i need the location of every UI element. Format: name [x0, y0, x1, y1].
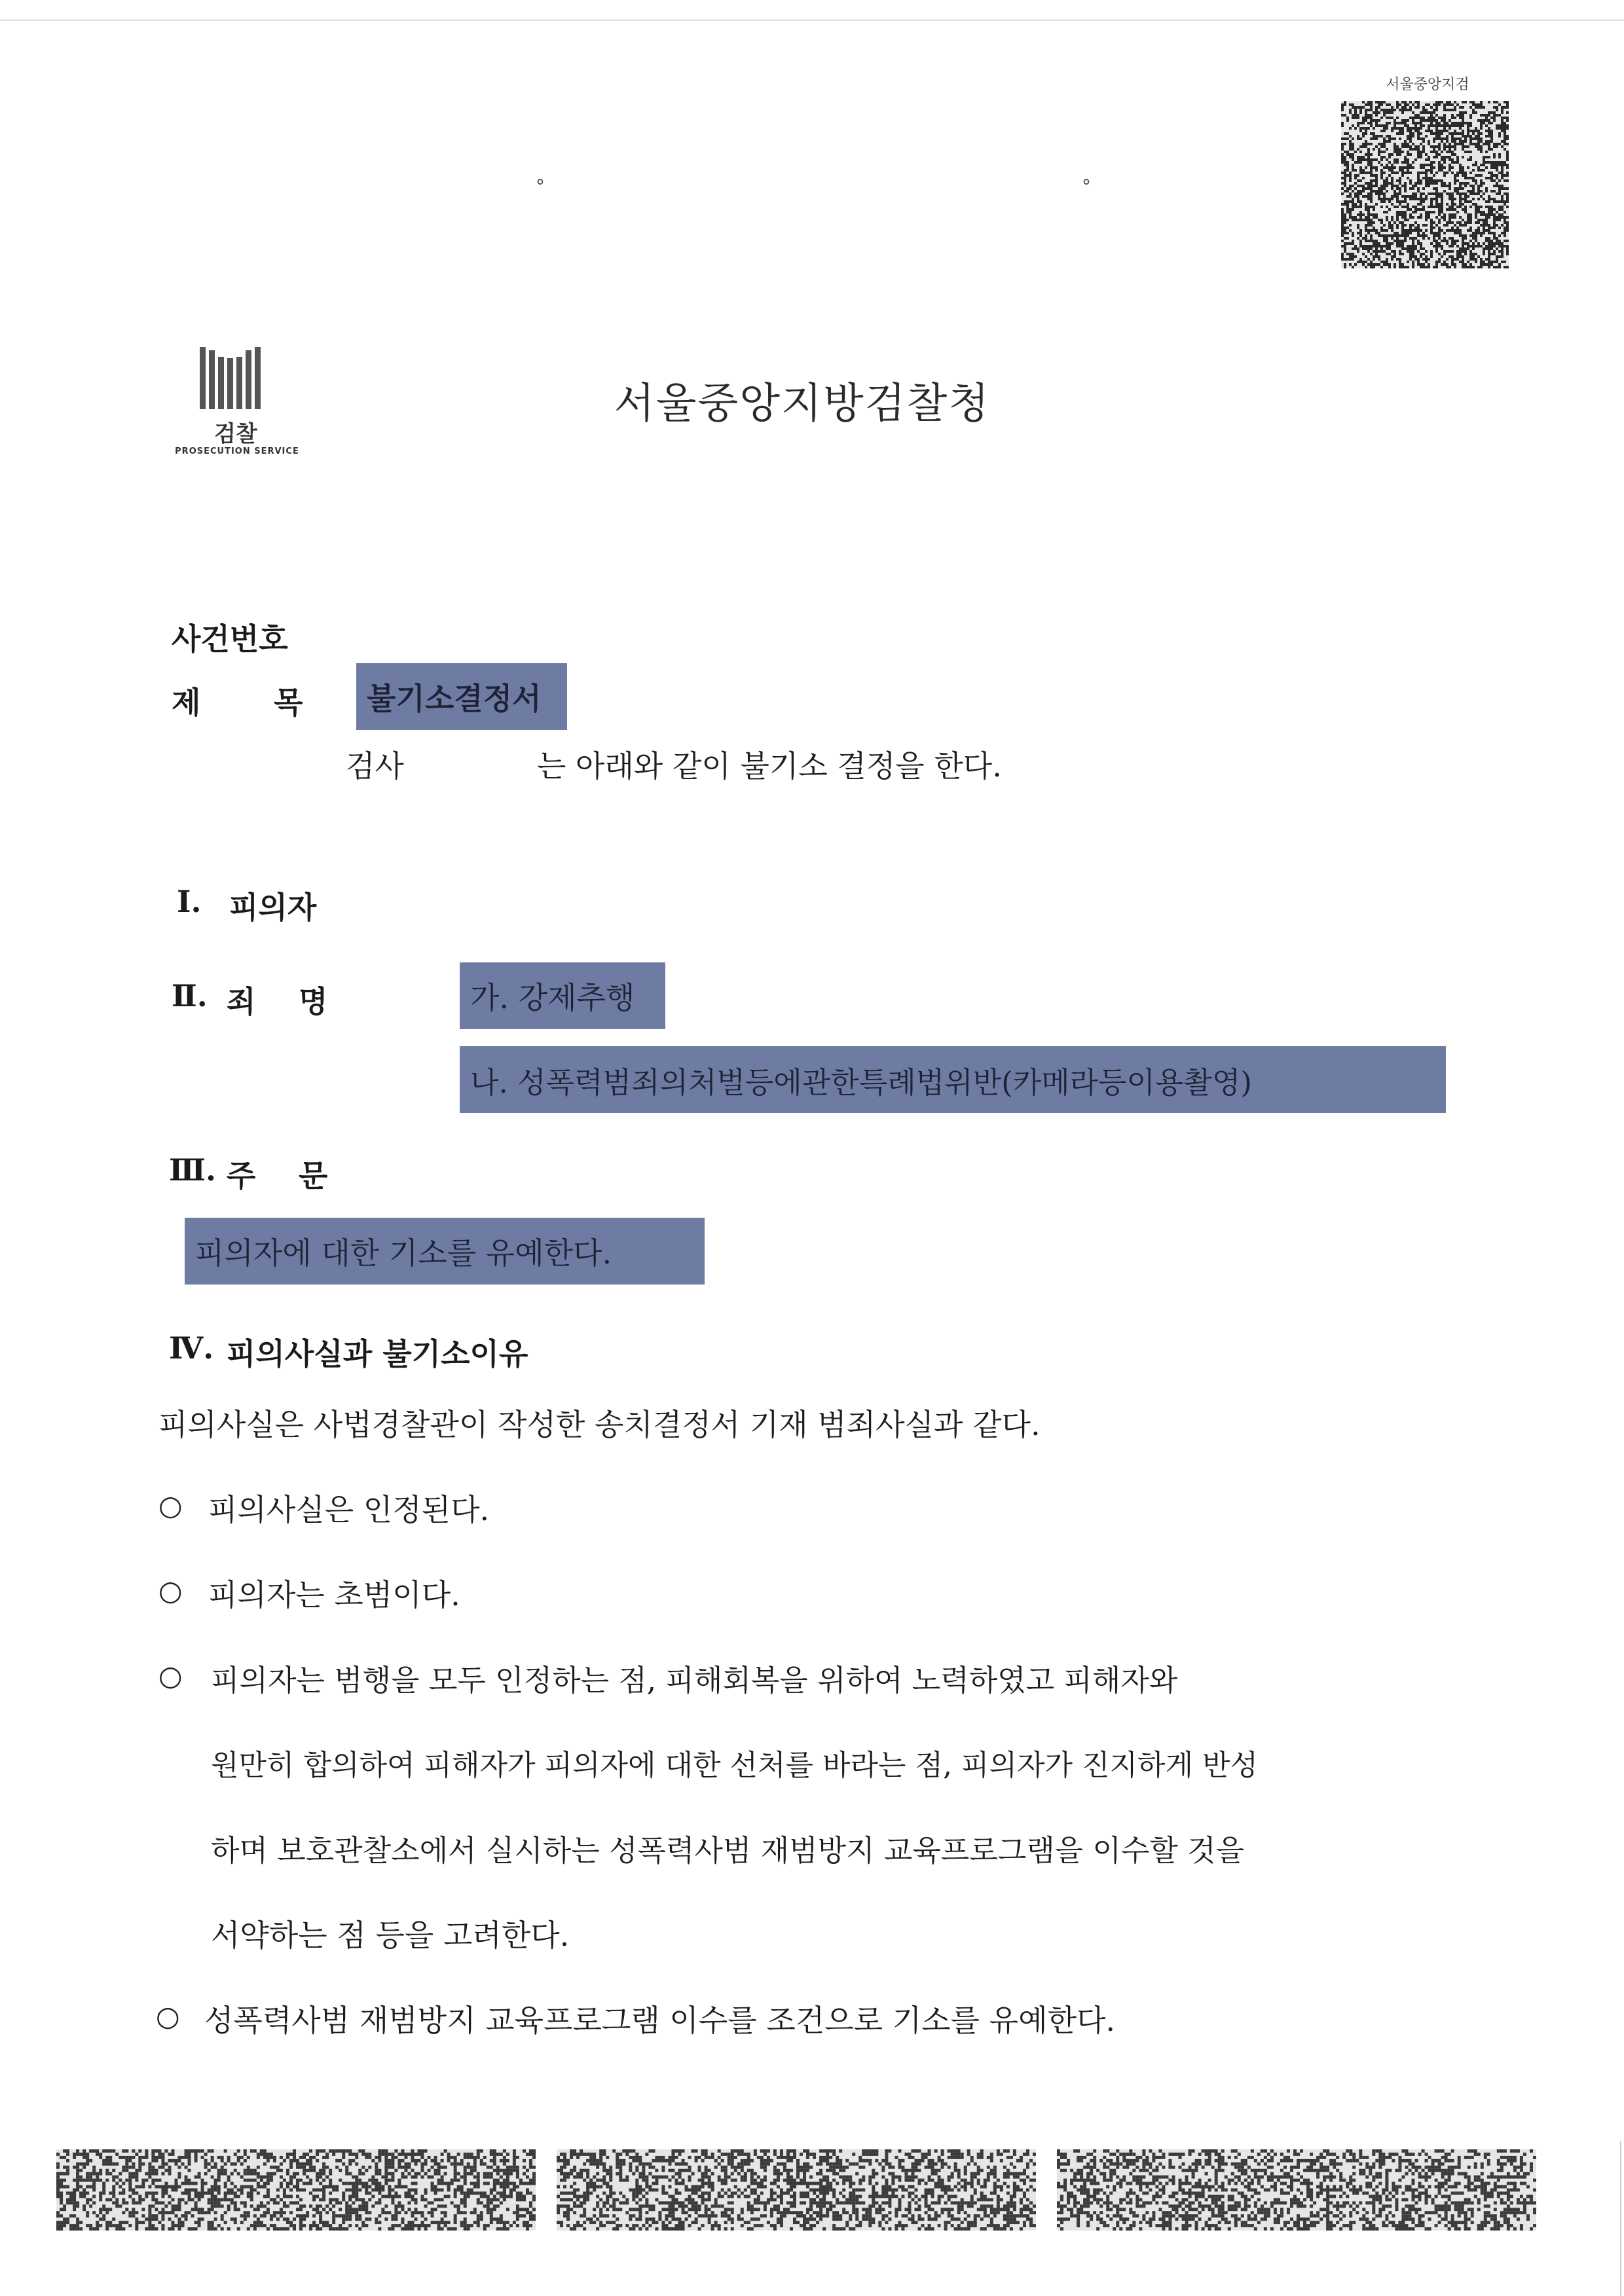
- charge-item-2-text: 나. 성폭력범죄의처벌등에관한특례법위반(카메라등이용촬영): [470, 1065, 1252, 1100]
- bullet-4-symbol: ○: [156, 2000, 180, 2032]
- disposition-text: 피의자에 대한 기소를 유예한다.: [195, 1235, 612, 1271]
- charge-item-1: [460, 962, 665, 1029]
- barcode-stamp-3: [1057, 2149, 1536, 2231]
- section-4-title: 피의사실과 불기소이유: [227, 1336, 528, 1372]
- section-2-number: Ⅱ.: [172, 978, 208, 1013]
- bullet-1-symbol: ○: [158, 1489, 183, 1522]
- bullet-3-symbol: ○: [158, 1660, 183, 1692]
- registration-dot-right: °: [1082, 175, 1091, 197]
- office-title: 서울중앙지방검찰청: [614, 380, 991, 428]
- page-top-rule: [0, 20, 1624, 21]
- bullet-3-continuation-3: 서약하는 점 등을 고려한다.: [211, 1918, 570, 1953]
- bullet-1-text: 피의사실은 인정된다.: [208, 1492, 490, 1527]
- barcode-stamp-1-graphic: [56, 2149, 536, 2231]
- section-2-title-a: 죄: [227, 984, 256, 1019]
- section-3-title-b: 문: [299, 1158, 328, 1194]
- bullet-2-text: 피의자는 초범이다.: [208, 1577, 460, 1613]
- charge-item-2: [460, 1046, 1446, 1113]
- qr-label: 서울중앙지검: [1386, 77, 1469, 93]
- charge-item-1-text: 가. 강제추행: [470, 980, 635, 1015]
- bullet-3-text: 피의자는 범행을 모두 인정하는 점, 피해회복을 위하여 노력하였고 피해자와: [211, 1663, 1178, 1698]
- registration-dot-left: °: [536, 175, 545, 197]
- section-1-title: 피의자: [229, 890, 317, 925]
- barcode-stamp-3-graphic: [1057, 2149, 1536, 2231]
- section-4-number: Ⅳ.: [169, 1330, 214, 1366]
- section-3-title-a: 주: [227, 1158, 256, 1194]
- page-right-rule: [1620, 2141, 1621, 2296]
- barcode-stamp-2: [557, 2149, 1036, 2231]
- section-3-number: Ⅲ.: [169, 1152, 217, 1188]
- prosecutor-label: 검사: [346, 748, 404, 784]
- bullet-3-continuation-2: 하며 보호관찰소에서 실시하는 성폭력사범 재범방지 교육프로그램을 이수할 것을: [211, 1833, 1245, 1868]
- decision-statement: 는 아래와 같이 불기소 결정을 한다.: [537, 748, 1002, 784]
- section-2-title-b: 명: [299, 984, 328, 1019]
- case-number-label: 사건번호: [172, 621, 288, 657]
- bullet-2-symbol: ○: [158, 1575, 183, 1607]
- barcode-stamp-2-graphic: [557, 2149, 1036, 2231]
- section-1-number: Ⅰ.: [177, 884, 202, 919]
- qr-code: [1341, 101, 1509, 268]
- logo-text-english: PROSECUTION SERVICE: [175, 446, 299, 456]
- bullet-4-text: 성폭력사범 재범방지 교육프로그램 이수를 조건으로 기소를 유예한다.: [204, 2003, 1115, 2038]
- barcode-stamp-1: [56, 2149, 536, 2231]
- qr-code-graphic: [1341, 101, 1509, 268]
- disposition: [185, 1218, 705, 1285]
- facts-lead: 피의사실은 사법경찰관이 작성한 송치결정서 기재 범죄사실과 같다.: [158, 1407, 1041, 1442]
- subject-label-second: 목: [274, 685, 303, 720]
- subject-label-first: 제: [172, 685, 201, 720]
- bullet-3-continuation-1: 원만히 합의하여 피해자가 피의자에 대한 선처를 바라는 점, 피의자가 진지하게 반성: [211, 1749, 1258, 1782]
- subject-value-text: 불기소결정서: [367, 681, 542, 716]
- logo-text-korean: 검찰: [214, 421, 257, 447]
- subject-value: [356, 663, 567, 730]
